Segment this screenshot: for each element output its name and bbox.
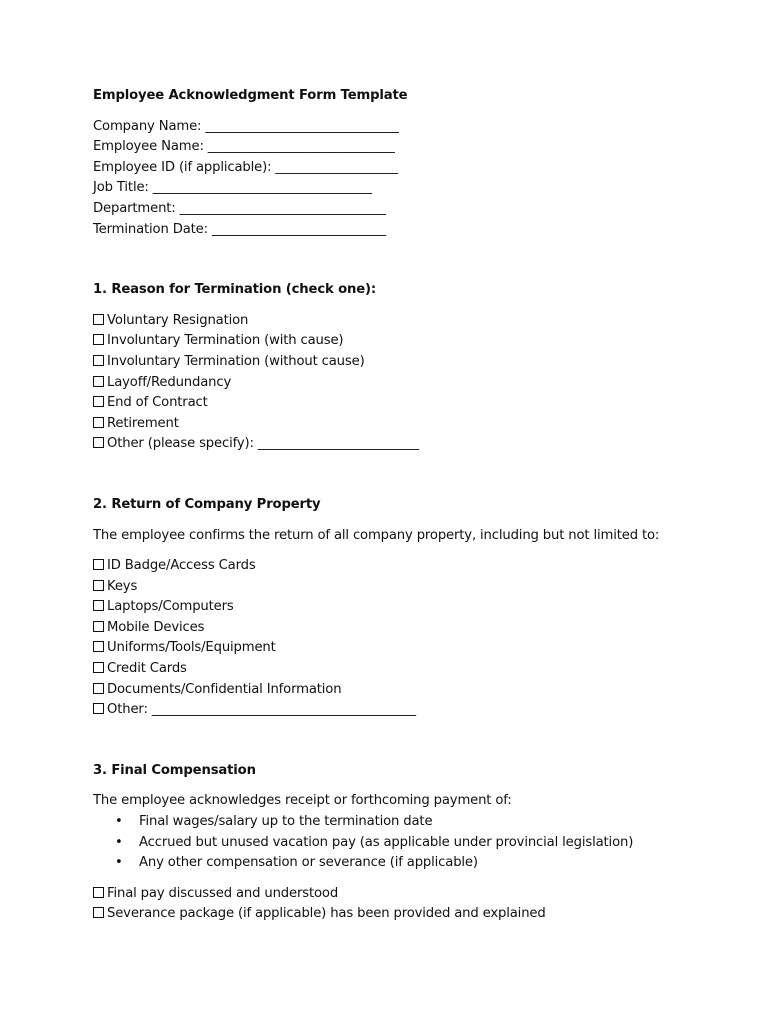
compensation-check[interactable]: Severance package (if applicable) has been provided and explained	[93, 904, 713, 925]
reason-option[interactable]: Voluntary Resignation	[93, 311, 713, 332]
checkbox-icon[interactable]	[93, 600, 104, 611]
checkbox-icon[interactable]	[93, 314, 104, 325]
checkbox-icon[interactable]	[93, 683, 104, 694]
property-item[interactable]: Mobile Devices	[93, 618, 713, 639]
section-3-intro: The employee acknowledges receipt or forthcoming payment of:	[93, 793, 512, 809]
section-3-heading: 3. Final Compensation	[93, 762, 256, 778]
section-1-heading: 1. Reason for Termination (check one):	[93, 282, 377, 298]
property-item[interactable]: Uniforms/Tools/Equipment	[93, 638, 713, 659]
checkbox-icon[interactable]	[93, 559, 104, 570]
compensation-bullet-list	[93, 812, 713, 874]
reason-option[interactable]: End of Contract	[93, 393, 713, 414]
document-content	[93, 86, 713, 925]
property-item[interactable]: Documents/Confidential Information	[93, 680, 713, 701]
employee-id-field[interactable]: Employee ID (if applicable): ___________________	[93, 159, 398, 175]
section-2-intro: The employee confirms the return of all company property, including but not limited to:	[93, 527, 660, 543]
bullet-icon: •	[115, 834, 123, 850]
checkbox-icon[interactable]	[93, 621, 104, 632]
reason-option[interactable]: Involuntary Termination (without cause)	[93, 352, 713, 373]
reason-option[interactable]: Layoff/Redundancy	[93, 373, 713, 394]
company-name-field[interactable]: Company Name: ______________________________	[93, 118, 399, 134]
compensation-check-list	[93, 884, 713, 925]
compensation-check[interactable]: Final pay discussed and understood	[93, 884, 713, 905]
checkbox-icon[interactable]	[93, 355, 104, 366]
checkbox-icon[interactable]	[93, 703, 104, 714]
checkbox-icon[interactable]	[93, 662, 104, 673]
employee-fields	[93, 117, 713, 241]
termination-date-field[interactable]: Termination Date: ___________________________	[93, 221, 386, 237]
section-2-heading: 2. Return of Company Property	[93, 496, 321, 512]
checkbox-icon[interactable]	[93, 887, 104, 898]
bullet-icon: •	[115, 855, 123, 871]
checkbox-icon[interactable]	[93, 417, 104, 428]
reason-option-other[interactable]: Other (please specify): _________________________	[93, 434, 713, 455]
property-item-other[interactable]: Other: _________________________________________	[93, 700, 713, 721]
list-item: • Accrued but unused vacation pay (as applicable under provincial legislation)	[139, 833, 713, 854]
property-item[interactable]: Credit Cards	[93, 659, 713, 680]
termination-reason-list	[93, 311, 713, 455]
reason-option[interactable]: Retirement	[93, 414, 713, 435]
property-item[interactable]: Laptops/Computers	[93, 597, 713, 618]
checkbox-icon[interactable]	[93, 907, 104, 918]
checkbox-icon[interactable]	[93, 334, 104, 345]
checkbox-icon[interactable]	[93, 641, 104, 652]
bullet-icon: •	[115, 814, 123, 830]
checkbox-icon[interactable]	[93, 376, 104, 387]
property-item[interactable]: Keys	[93, 577, 713, 598]
job-title-field[interactable]: Job Title: __________________________________	[93, 180, 372, 196]
checkbox-icon[interactable]	[93, 437, 104, 448]
checkbox-icon[interactable]	[93, 580, 104, 591]
list-item: • Final wages/salary up to the termination date	[139, 812, 713, 833]
employee-name-field[interactable]: Employee Name: _____________________________	[93, 139, 395, 155]
form-title: Employee Acknowledgment Form Template	[93, 88, 408, 103]
list-item: • Any other compensation or severance (if applicable)	[139, 853, 713, 874]
checkbox-icon[interactable]	[93, 396, 104, 407]
reason-option[interactable]: Involuntary Termination (with cause)	[93, 331, 713, 352]
property-item[interactable]: ID Badge/Access Cards	[93, 556, 713, 577]
department-field[interactable]: Department: ________________________________	[93, 200, 386, 216]
property-return-list	[93, 556, 713, 721]
